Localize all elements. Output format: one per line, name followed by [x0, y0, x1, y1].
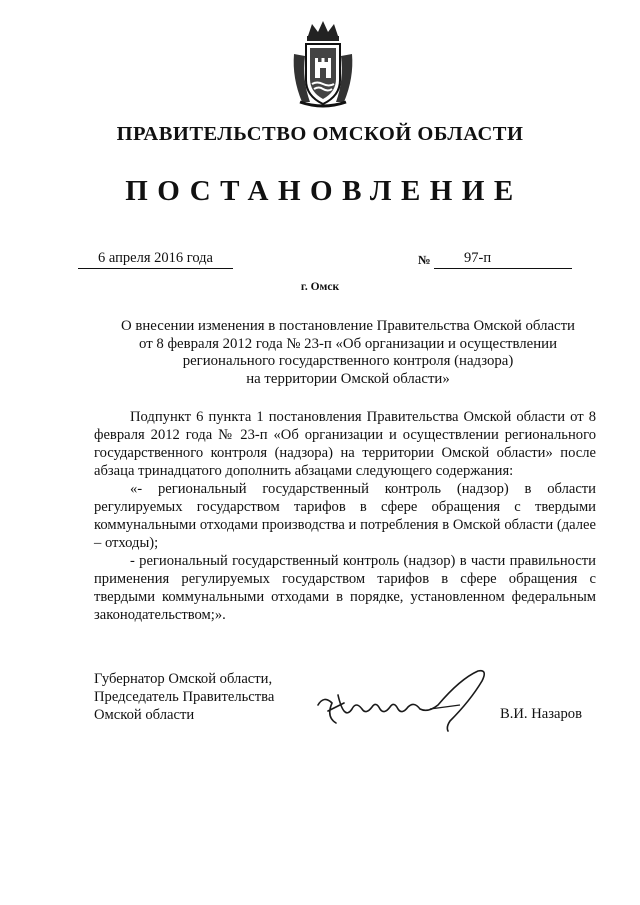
- signatory-name: В.И. Назаров: [500, 706, 582, 722]
- document-type: ПОСТАНОВЛЕНИЕ: [125, 175, 523, 207]
- body-paragraph: - региональный государственный контроль (надзор) в части правильности применения регулируемых государством тарифов в сфере обращения с твердыми коммунальными отходами в порядке, установленном федеральным законодательством;».: [94, 553, 596, 623]
- document-city: г. Омск: [300, 281, 340, 293]
- position-line: Председатель Правительства: [94, 689, 275, 705]
- number-sign: №: [418, 253, 431, 267]
- document-subject: [98, 318, 598, 388]
- position-line: Омской области: [94, 707, 195, 723]
- handwritten-signature: [310, 665, 495, 733]
- body-paragraph: Подпункт 6 пункта 1 постановления Правительства Омской области от 8 февраля 2012 года № 23-п «Об организации и осуществлении регионального государственного контроля (надзора) на территории Омской области» после абзаца тринадцатого дополнить абзацами следующего содержания:: [94, 409, 596, 479]
- subject-line: от 8 февраля 2012 года № 23-п «Об организации и осуществлении: [139, 335, 557, 352]
- body-paragraph: «- региональный государственный контроль (надзор) в области регулируемых государством тарифов в сфере обращения с твердыми коммунальными отходами производства и потребления в Омской области (далее – отходы);: [94, 481, 596, 551]
- government-title: ПРАВИТЕЛЬСТВО ОМСКОЙ ОБЛАСТИ: [116, 123, 524, 145]
- document-body: [94, 408, 596, 624]
- position-line: Губернатор Омской области,: [94, 671, 273, 687]
- coat-of-arms-icon: [290, 18, 356, 110]
- subject-line: О внесении изменения в постановление Правительства Омской области: [121, 318, 575, 334]
- document-date: 6 апреля 2016 года: [78, 250, 233, 269]
- signatory-position: [94, 670, 274, 724]
- subject-line: регионального государственного контроля (надзора): [182, 353, 514, 370]
- subject-line: на территории Омской области»: [246, 370, 450, 387]
- document-number: 97-п: [434, 250, 572, 269]
